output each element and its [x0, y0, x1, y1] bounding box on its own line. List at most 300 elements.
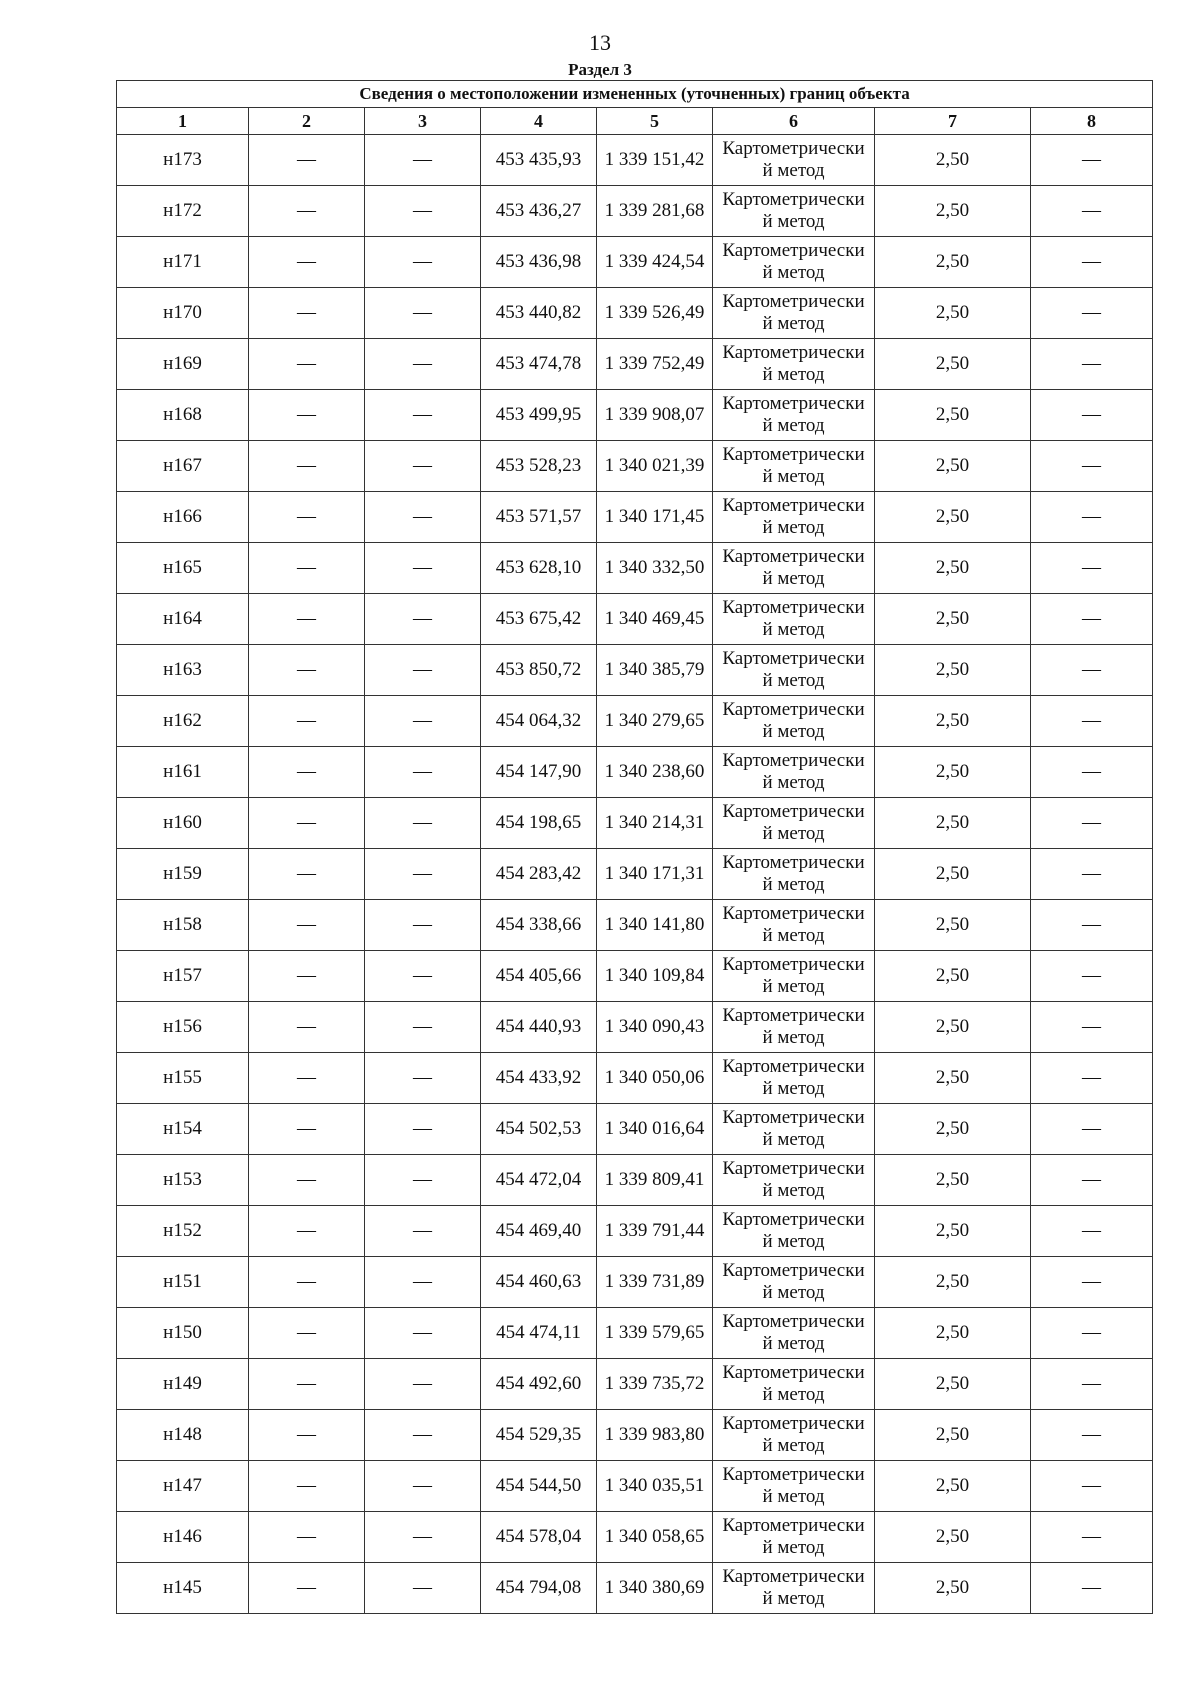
method-cell	[713, 696, 875, 747]
table-caption-row	[117, 81, 1153, 108]
precision-cell: 2,50	[875, 696, 1031, 747]
method-cell	[713, 237, 875, 288]
method-cell	[713, 1206, 875, 1257]
method-cell	[713, 1359, 875, 1410]
method-text-line2: й метод	[762, 823, 825, 844]
precision-cell: 2,50	[875, 747, 1031, 798]
col2-cell: —	[249, 1359, 365, 1410]
col8-cell: —	[1031, 186, 1153, 237]
col8-cell: —	[1031, 696, 1153, 747]
point-id-cell: н155	[117, 1053, 249, 1104]
col2-cell: —	[249, 747, 365, 798]
precision-cell: 2,50	[875, 441, 1031, 492]
col3-cell: —	[365, 441, 481, 492]
precision-cell: 2,50	[875, 339, 1031, 390]
table-row	[117, 135, 1153, 186]
col2-cell: —	[249, 441, 365, 492]
col2-cell: —	[249, 543, 365, 594]
table-row	[117, 798, 1153, 849]
col3-cell: —	[365, 543, 481, 594]
y-coordinate-cell: 1 339 731,89	[597, 1257, 713, 1308]
table-row	[117, 900, 1153, 951]
y-coordinate-cell: 1 340 380,69	[597, 1563, 713, 1614]
method-text-line2: й метод	[762, 619, 825, 640]
point-id-cell: н151	[117, 1257, 249, 1308]
point-id-cell: н167	[117, 441, 249, 492]
method-text-line2: й метод	[762, 772, 825, 793]
method-text-line1: Картометрически	[722, 189, 865, 210]
method-text-line2: й метод	[762, 1537, 825, 1558]
method-text-line1: Картометрически	[722, 1158, 865, 1179]
x-coordinate-cell: 453 628,10	[481, 543, 597, 594]
y-coordinate-cell: 1 339 579,65	[597, 1308, 713, 1359]
precision-cell: 2,50	[875, 1512, 1031, 1563]
col8-cell: —	[1031, 645, 1153, 696]
col3-cell: —	[365, 1410, 481, 1461]
method-cell	[713, 288, 875, 339]
x-coordinate-cell: 454 460,63	[481, 1257, 597, 1308]
table-row	[117, 696, 1153, 747]
y-coordinate-cell: 1 340 469,45	[597, 594, 713, 645]
method-text-line2: й метод	[762, 517, 825, 538]
precision-cell: 2,50	[875, 237, 1031, 288]
method-text-line2: й метод	[762, 1588, 825, 1609]
x-coordinate-cell: 453 435,93	[481, 135, 597, 186]
col2-cell: —	[249, 696, 365, 747]
point-id-cell: н145	[117, 1563, 249, 1614]
method-text-line2: й метод	[762, 415, 825, 436]
method-text-line1: Картометрически	[722, 138, 865, 159]
point-id-cell: н147	[117, 1461, 249, 1512]
coordinates-table	[116, 80, 1153, 1614]
method-cell	[713, 441, 875, 492]
method-text-line1: Картометрически	[722, 1260, 865, 1281]
col8-cell: —	[1031, 543, 1153, 594]
method-cell	[713, 1410, 875, 1461]
col8-cell: —	[1031, 1359, 1153, 1410]
x-coordinate-cell: 453 474,78	[481, 339, 597, 390]
precision-cell: 2,50	[875, 543, 1031, 594]
page-number: 13	[589, 30, 611, 55]
table-row	[117, 1002, 1153, 1053]
table-caption: Сведения о местоположении измененных (уточненных) границ объекта	[117, 81, 1153, 108]
col2-cell: —	[249, 1002, 365, 1053]
col3-cell: —	[365, 951, 481, 1002]
table-row	[117, 1512, 1153, 1563]
col3-cell: —	[365, 594, 481, 645]
col8-cell: —	[1031, 339, 1153, 390]
x-coordinate-cell: 454 064,32	[481, 696, 597, 747]
x-coordinate-cell: 454 502,53	[481, 1104, 597, 1155]
y-coordinate-cell: 1 340 141,80	[597, 900, 713, 951]
x-coordinate-cell: 453 499,95	[481, 390, 597, 441]
table-row	[117, 1155, 1153, 1206]
precision-cell: 2,50	[875, 951, 1031, 1002]
method-text-line1: Картометрически	[722, 546, 865, 567]
col8-cell: —	[1031, 441, 1153, 492]
precision-cell: 2,50	[875, 1206, 1031, 1257]
precision-cell: 2,50	[875, 594, 1031, 645]
table-row	[117, 237, 1153, 288]
y-coordinate-cell: 1 340 238,60	[597, 747, 713, 798]
method-text-line2: й метод	[762, 1435, 825, 1456]
precision-cell: 2,50	[875, 1104, 1031, 1155]
method-text-line1: Картометрически	[722, 1209, 865, 1230]
precision-cell: 2,50	[875, 645, 1031, 696]
method-text-line2: й метод	[762, 1231, 825, 1252]
method-text-line2: й метод	[762, 1384, 825, 1405]
method-cell	[713, 339, 875, 390]
x-coordinate-cell: 454 544,50	[481, 1461, 597, 1512]
col8-cell: —	[1031, 951, 1153, 1002]
method-cell	[713, 594, 875, 645]
method-text-line2: й метод	[762, 364, 825, 385]
method-cell	[713, 1257, 875, 1308]
x-coordinate-cell: 453 436,27	[481, 186, 597, 237]
col3-cell: —	[365, 339, 481, 390]
col3-cell: —	[365, 1002, 481, 1053]
x-coordinate-cell: 454 492,60	[481, 1359, 597, 1410]
col8-cell: —	[1031, 747, 1153, 798]
x-coordinate-cell: 453 440,82	[481, 288, 597, 339]
x-coordinate-cell: 454 469,40	[481, 1206, 597, 1257]
y-coordinate-cell: 1 340 021,39	[597, 441, 713, 492]
point-id-cell: н168	[117, 390, 249, 441]
col3-cell: —	[365, 747, 481, 798]
precision-cell: 2,50	[875, 390, 1031, 441]
method-cell	[713, 1512, 875, 1563]
col2-cell: —	[249, 1563, 365, 1614]
y-coordinate-cell: 1 340 058,65	[597, 1512, 713, 1563]
precision-cell: 2,50	[875, 492, 1031, 543]
table-row	[117, 1053, 1153, 1104]
y-coordinate-cell: 1 340 332,50	[597, 543, 713, 594]
method-text-line1: Картометрически	[722, 393, 865, 414]
method-text-line2: й метод	[762, 262, 825, 283]
col8-cell: —	[1031, 1461, 1153, 1512]
table-row	[117, 951, 1153, 1002]
x-coordinate-cell: 454 198,65	[481, 798, 597, 849]
method-cell	[713, 135, 875, 186]
method-text-line2: й метод	[762, 1129, 825, 1150]
table-row	[117, 492, 1153, 543]
precision-cell: 2,50	[875, 900, 1031, 951]
x-coordinate-cell: 454 529,35	[481, 1410, 597, 1461]
method-text-line2: й метод	[762, 721, 825, 742]
x-coordinate-cell: 454 433,92	[481, 1053, 597, 1104]
x-coordinate-cell: 454 338,66	[481, 900, 597, 951]
col8-cell: —	[1031, 1308, 1153, 1359]
col3-cell: —	[365, 900, 481, 951]
col2-cell: —	[249, 288, 365, 339]
col2-cell: —	[249, 1257, 365, 1308]
precision-cell: 2,50	[875, 1359, 1031, 1410]
precision-cell: 2,50	[875, 1563, 1031, 1614]
y-coordinate-cell: 1 339 791,44	[597, 1206, 713, 1257]
table-row	[117, 390, 1153, 441]
precision-cell: 2,50	[875, 135, 1031, 186]
table-row	[117, 1359, 1153, 1410]
col3-cell: —	[365, 696, 481, 747]
x-coordinate-cell: 453 850,72	[481, 645, 597, 696]
method-text-line1: Картометрически	[722, 903, 865, 924]
method-text-line2: й метод	[762, 160, 825, 181]
method-cell	[713, 645, 875, 696]
precision-cell: 2,50	[875, 798, 1031, 849]
col8-cell: —	[1031, 1257, 1153, 1308]
col3-cell: —	[365, 1053, 481, 1104]
y-coordinate-cell: 1 339 151,42	[597, 135, 713, 186]
table-row	[117, 543, 1153, 594]
point-id-cell: н173	[117, 135, 249, 186]
method-text-line1: Картометрически	[722, 240, 865, 261]
col2-cell: —	[249, 1512, 365, 1563]
method-cell	[713, 186, 875, 237]
method-cell	[713, 390, 875, 441]
point-id-cell: н166	[117, 492, 249, 543]
table-row	[117, 186, 1153, 237]
col8-cell: —	[1031, 849, 1153, 900]
method-text-line1: Картометрически	[722, 954, 865, 975]
method-text-line2: й метод	[762, 1282, 825, 1303]
col3-cell: —	[365, 1104, 481, 1155]
col3-cell: —	[365, 1563, 481, 1614]
table-body	[117, 81, 1153, 1614]
x-coordinate-cell: 454 283,42	[481, 849, 597, 900]
method-text-line2: й метод	[762, 1180, 825, 1201]
precision-cell: 2,50	[875, 1308, 1031, 1359]
col8-cell: —	[1031, 798, 1153, 849]
col8-cell: —	[1031, 237, 1153, 288]
point-id-cell: н149	[117, 1359, 249, 1410]
method-text-line1: Картометрически	[722, 597, 865, 618]
table-row	[117, 849, 1153, 900]
method-text-line1: Картометрически	[722, 1107, 865, 1128]
col2-cell: —	[249, 1461, 365, 1512]
y-coordinate-cell: 1 339 735,72	[597, 1359, 713, 1410]
table-row	[117, 1563, 1153, 1614]
point-id-cell: н161	[117, 747, 249, 798]
table-row	[117, 747, 1153, 798]
col2-cell: —	[249, 1104, 365, 1155]
point-id-cell: н148	[117, 1410, 249, 1461]
method-text-line1: Картометрически	[722, 1311, 865, 1332]
table-row	[117, 645, 1153, 696]
col8-cell: —	[1031, 1206, 1153, 1257]
x-coordinate-cell: 454 474,11	[481, 1308, 597, 1359]
point-id-cell: н172	[117, 186, 249, 237]
method-text-line2: й метод	[762, 976, 825, 997]
col3-cell: —	[365, 492, 481, 543]
method-text-line2: й метод	[762, 1333, 825, 1354]
col8-cell: —	[1031, 1155, 1153, 1206]
method-cell	[713, 1002, 875, 1053]
point-id-cell: н170	[117, 288, 249, 339]
method-text-line2: й метод	[762, 670, 825, 691]
col8-cell: —	[1031, 492, 1153, 543]
col2-cell: —	[249, 1206, 365, 1257]
method-text-line2: й метод	[762, 568, 825, 589]
precision-cell: 2,50	[875, 1155, 1031, 1206]
section-title: Раздел 3	[568, 60, 632, 79]
method-cell	[713, 1053, 875, 1104]
method-cell	[713, 798, 875, 849]
y-coordinate-cell: 1 340 016,64	[597, 1104, 713, 1155]
method-text-line2: й метод	[762, 313, 825, 334]
method-text-line1: Картометрически	[722, 1464, 865, 1485]
col2-cell: —	[249, 594, 365, 645]
method-text-line2: й метод	[762, 1078, 825, 1099]
y-coordinate-cell: 1 340 279,65	[597, 696, 713, 747]
col8-cell: —	[1031, 1002, 1153, 1053]
y-coordinate-cell: 1 339 281,68	[597, 186, 713, 237]
x-coordinate-cell: 454 794,08	[481, 1563, 597, 1614]
method-text-line1: Картометрически	[722, 495, 865, 516]
point-id-cell: н171	[117, 237, 249, 288]
point-id-cell: н146	[117, 1512, 249, 1563]
col3-cell: —	[365, 798, 481, 849]
table-row	[117, 1461, 1153, 1512]
table-row	[117, 1308, 1153, 1359]
method-text-line1: Картометрически	[722, 1362, 865, 1383]
x-coordinate-cell: 454 472,04	[481, 1155, 597, 1206]
col3-cell: —	[365, 288, 481, 339]
col3-cell: —	[365, 1308, 481, 1359]
x-coordinate-cell: 454 405,66	[481, 951, 597, 1002]
precision-cell: 2,50	[875, 849, 1031, 900]
x-coordinate-cell: 454 147,90	[481, 747, 597, 798]
x-coordinate-cell: 453 436,98	[481, 237, 597, 288]
x-coordinate-cell: 453 675,42	[481, 594, 597, 645]
y-coordinate-cell: 1 339 752,49	[597, 339, 713, 390]
method-text-line2: й метод	[762, 1027, 825, 1048]
col3-cell: —	[365, 1206, 481, 1257]
method-cell	[713, 951, 875, 1002]
col3-cell: —	[365, 237, 481, 288]
x-coordinate-cell: 454 578,04	[481, 1512, 597, 1563]
col2-cell: —	[249, 186, 365, 237]
table-row	[117, 1104, 1153, 1155]
method-cell	[713, 492, 875, 543]
x-coordinate-cell: 454 440,93	[481, 1002, 597, 1053]
col2-cell: —	[249, 135, 365, 186]
col2-cell: —	[249, 798, 365, 849]
y-coordinate-cell: 1 340 171,31	[597, 849, 713, 900]
method-text-line2: й метод	[762, 874, 825, 895]
col2-cell: —	[249, 390, 365, 441]
col8-cell: —	[1031, 1053, 1153, 1104]
col8-cell: —	[1031, 1563, 1153, 1614]
y-coordinate-cell: 1 339 983,80	[597, 1410, 713, 1461]
x-coordinate-cell: 453 528,23	[481, 441, 597, 492]
y-coordinate-cell: 1 340 050,06	[597, 1053, 713, 1104]
col2-cell: —	[249, 645, 365, 696]
col2-cell: —	[249, 1410, 365, 1461]
col2-cell: —	[249, 1308, 365, 1359]
method-text-line1: Картометрически	[722, 291, 865, 312]
col3-cell: —	[365, 645, 481, 696]
y-coordinate-cell: 1 340 214,31	[597, 798, 713, 849]
method-text-line1: Картометрически	[722, 1413, 865, 1434]
col8-cell: —	[1031, 1410, 1153, 1461]
column-header: 3	[365, 108, 481, 135]
method-cell	[713, 900, 875, 951]
col2-cell: —	[249, 492, 365, 543]
col3-cell: —	[365, 849, 481, 900]
col8-cell: —	[1031, 135, 1153, 186]
y-coordinate-cell: 1 340 090,43	[597, 1002, 713, 1053]
col2-cell: —	[249, 237, 365, 288]
method-text-line1: Картометрически	[722, 801, 865, 822]
method-cell	[713, 1155, 875, 1206]
point-id-cell: н154	[117, 1104, 249, 1155]
column-header: 6	[713, 108, 875, 135]
col3-cell: —	[365, 186, 481, 237]
method-text-line2: й метод	[762, 1486, 825, 1507]
column-header: 1	[117, 108, 249, 135]
method-cell	[713, 543, 875, 594]
column-header: 2	[249, 108, 365, 135]
column-header: 5	[597, 108, 713, 135]
column-header: 8	[1031, 108, 1153, 135]
y-coordinate-cell: 1 339 526,49	[597, 288, 713, 339]
precision-cell: 2,50	[875, 1053, 1031, 1104]
column-header: 7	[875, 108, 1031, 135]
precision-cell: 2,50	[875, 186, 1031, 237]
method-text-line1: Картометрически	[722, 1515, 865, 1536]
table-row	[117, 339, 1153, 390]
col3-cell: —	[365, 1359, 481, 1410]
point-id-cell: н157	[117, 951, 249, 1002]
point-id-cell: н163	[117, 645, 249, 696]
method-text-line2: й метод	[762, 211, 825, 232]
column-header: 4	[481, 108, 597, 135]
col2-cell: —	[249, 339, 365, 390]
point-id-cell: н150	[117, 1308, 249, 1359]
point-id-cell: н165	[117, 543, 249, 594]
table-header-row	[117, 108, 1153, 135]
table-row	[117, 288, 1153, 339]
point-id-cell: н152	[117, 1206, 249, 1257]
col2-cell: —	[249, 900, 365, 951]
y-coordinate-cell: 1 340 035,51	[597, 1461, 713, 1512]
col3-cell: —	[365, 1257, 481, 1308]
col3-cell: —	[365, 135, 481, 186]
y-coordinate-cell: 1 340 171,45	[597, 492, 713, 543]
method-cell	[713, 1461, 875, 1512]
method-cell	[713, 747, 875, 798]
method-text-line2: й метод	[762, 466, 825, 487]
precision-cell: 2,50	[875, 1257, 1031, 1308]
method-text-line1: Картометрически	[722, 1056, 865, 1077]
col8-cell: —	[1031, 288, 1153, 339]
y-coordinate-cell: 1 339 908,07	[597, 390, 713, 441]
precision-cell: 2,50	[875, 288, 1031, 339]
point-id-cell: н156	[117, 1002, 249, 1053]
method-text-line1: Картометрически	[722, 342, 865, 363]
method-text-line1: Картометрически	[722, 1566, 865, 1587]
col8-cell: —	[1031, 900, 1153, 951]
col2-cell: —	[249, 951, 365, 1002]
method-cell	[713, 1563, 875, 1614]
col3-cell: —	[365, 1461, 481, 1512]
method-text-line1: Картометрически	[722, 648, 865, 669]
col2-cell: —	[249, 849, 365, 900]
point-id-cell: н159	[117, 849, 249, 900]
x-coordinate-cell: 453 571,57	[481, 492, 597, 543]
method-cell	[713, 1104, 875, 1155]
point-id-cell: н160	[117, 798, 249, 849]
